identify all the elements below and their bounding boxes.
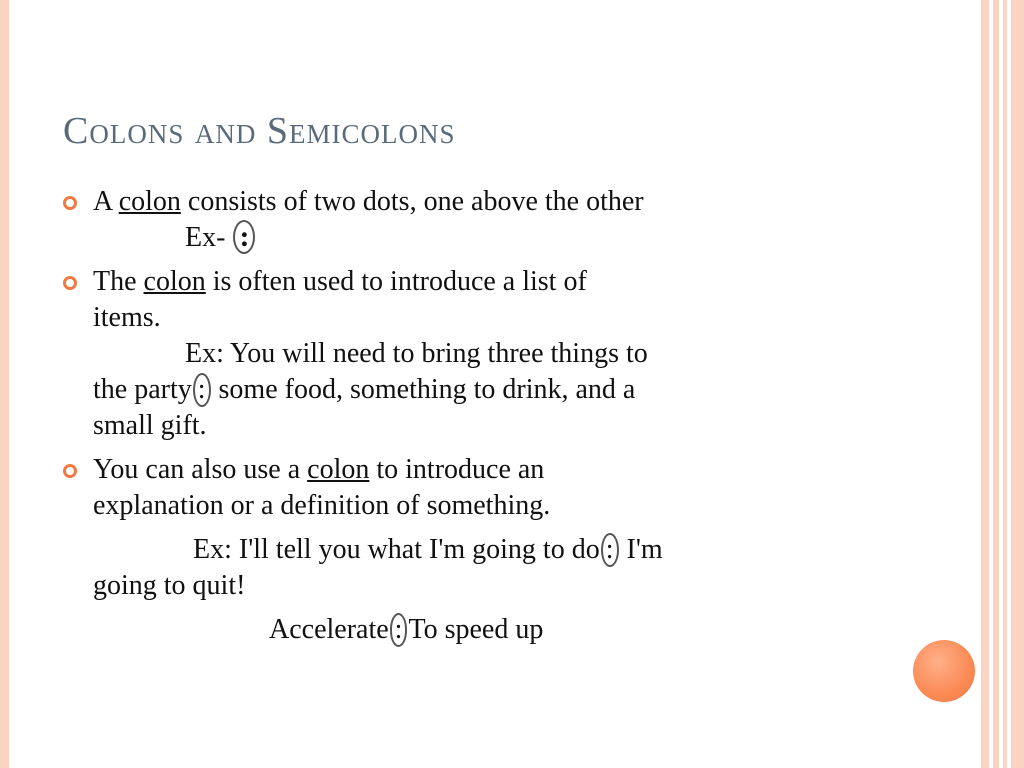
underlined-term: colon (307, 454, 370, 485)
circled-colon: : (193, 373, 211, 407)
bullet-item (63, 184, 863, 220)
text: You can also use a (93, 454, 308, 485)
text: to introduce an (369, 454, 545, 485)
bullet-icon (63, 464, 77, 478)
right-border (981, 0, 1024, 768)
continuation-line: explanation or a definition of something. (93, 490, 551, 521)
border-stripe (1011, 0, 1024, 768)
example-line (63, 612, 863, 648)
bullet-item (63, 264, 863, 300)
example-line (63, 532, 863, 568)
circled-colon: : (233, 220, 255, 254)
circled-colon: : (390, 613, 408, 647)
example-line (63, 372, 863, 408)
bullet-icon (63, 196, 77, 210)
text: A (93, 186, 119, 217)
text: consists of two dots, one above the other (180, 186, 644, 217)
decorative-circle (913, 640, 975, 702)
text: some food, something to drink, and a (211, 374, 636, 405)
text: Ex- (185, 222, 233, 253)
circled-colon: : (601, 533, 619, 567)
text: To speed up (408, 614, 544, 645)
underlined-term: colon (143, 266, 206, 297)
border-stripe (981, 0, 989, 768)
example-line: Ex: You will need to bring three things to (185, 338, 648, 369)
slide-body (63, 184, 863, 648)
example-line: going to quit! (93, 570, 246, 601)
text: Accelerate (269, 614, 389, 645)
example-line (63, 220, 863, 256)
text: Ex: I'll tell you what I'm going to do (193, 534, 600, 565)
text: The (93, 266, 144, 297)
border-stripe (993, 0, 999, 768)
bullet-item (63, 452, 863, 488)
example-line: small gift. (93, 410, 207, 441)
continuation-line: items. (93, 302, 161, 333)
bullet-icon (63, 276, 77, 290)
border-stripe (1003, 0, 1007, 768)
text: is often used to introduce a list of (205, 266, 587, 297)
slide-title: Colons and Semicolons (63, 110, 456, 152)
text: the party (93, 374, 192, 405)
left-border (0, 0, 9, 768)
underlined-term: colon (118, 186, 181, 217)
text: I'm (619, 534, 663, 565)
